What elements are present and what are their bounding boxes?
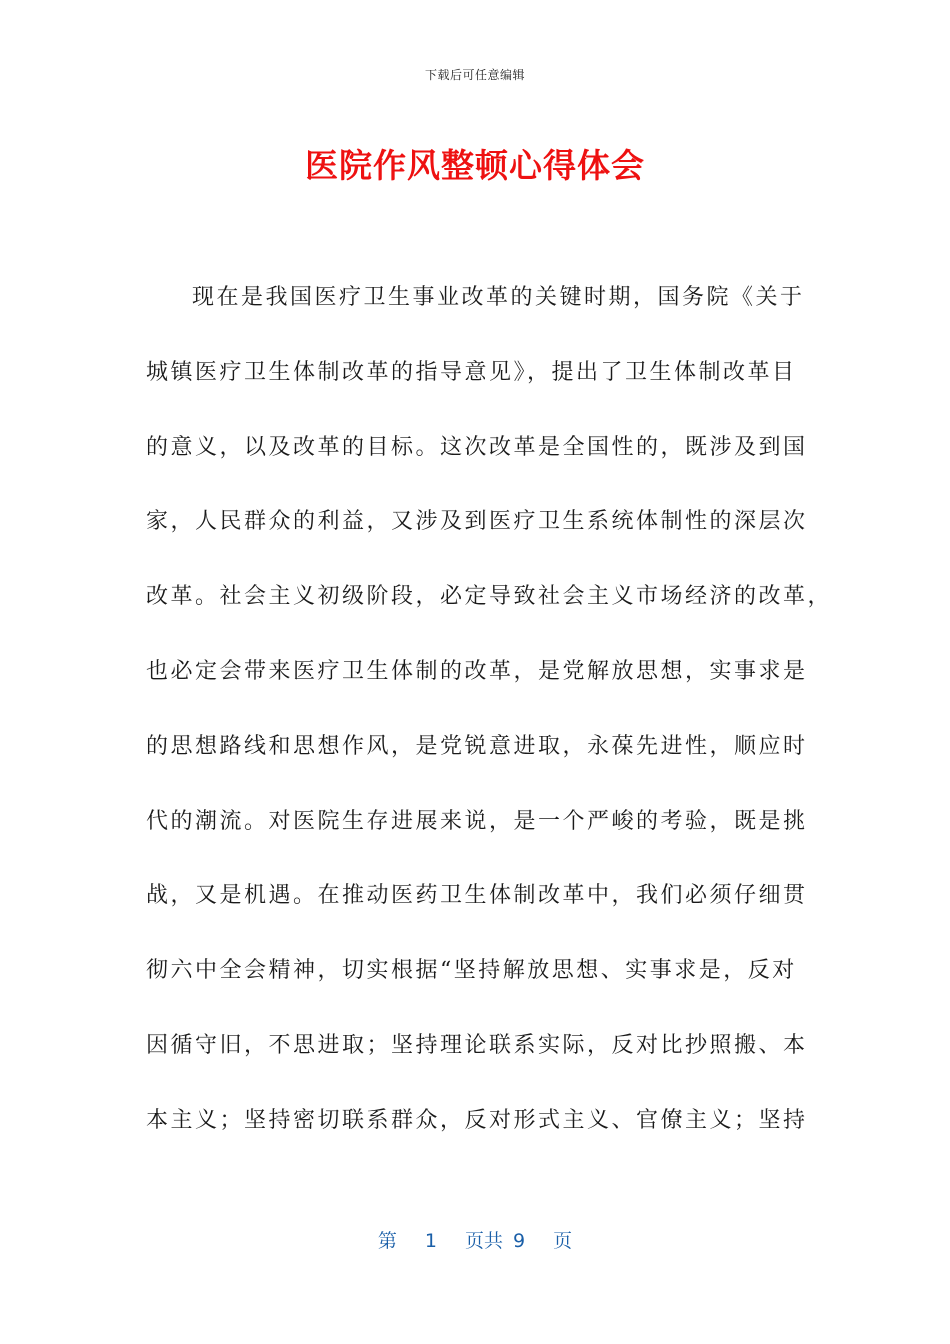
body-line: 城镇医疗卫生体制改革的指导意见》，提出了卫生体制改革目: [146, 359, 797, 385]
document-title: 医院作风整顿心得体会: [305, 146, 645, 185]
body-line: 家，人民群众的利益，又涉及到医疗卫生系统体制性的深层次: [146, 509, 808, 535]
body-line: 现在是我国医疗卫生事业改革的关键时期，国务院《关于: [192, 285, 805, 310]
page-footer: [0, 1226, 950, 1253]
body-line: 因循守旧，不思进取；坚持理论联系实际，反对比抄照搬、本: [146, 1032, 808, 1058]
document-body: [146, 280, 833, 1178]
page-total: 9: [513, 1230, 526, 1252]
body-line: 彻六中全会精神，切实根据“坚持解放思想、实事求是，反对: [146, 958, 797, 984]
page-prefix: 第: [377, 1230, 397, 1252]
body-line: 本主义；坚持密切联系群众，反对形式主义、官僚主义；坚持: [146, 1107, 808, 1133]
page-middle: 页共: [464, 1230, 503, 1252]
page-current: 1: [424, 1230, 437, 1252]
body-line: 战，又是机遇。在推动医药卫生体制改革中，我们必须仔细贯: [146, 883, 808, 909]
body-line: 的思想路线和思想作风，是党锐意进取，永葆先进性，顺应时: [146, 733, 808, 759]
page-suffix: 页: [553, 1230, 573, 1252]
header-note: 下载后可任意编辑: [424, 68, 525, 82]
body-line: 的意义，以及改革的目标。这次改革是全国性的，既涉及到国: [146, 434, 808, 460]
body-line: 代的潮流。对医院生存进展来说，是一个严峻的考验，既是挑: [146, 808, 808, 834]
body-line: 改革。社会主义初级阶段，必定导致社会主义市场经济的改革，: [146, 584, 833, 610]
body-line: 也必定会带来医疗卫生体制的改革，是党解放思想，实事求是: [146, 658, 808, 684]
